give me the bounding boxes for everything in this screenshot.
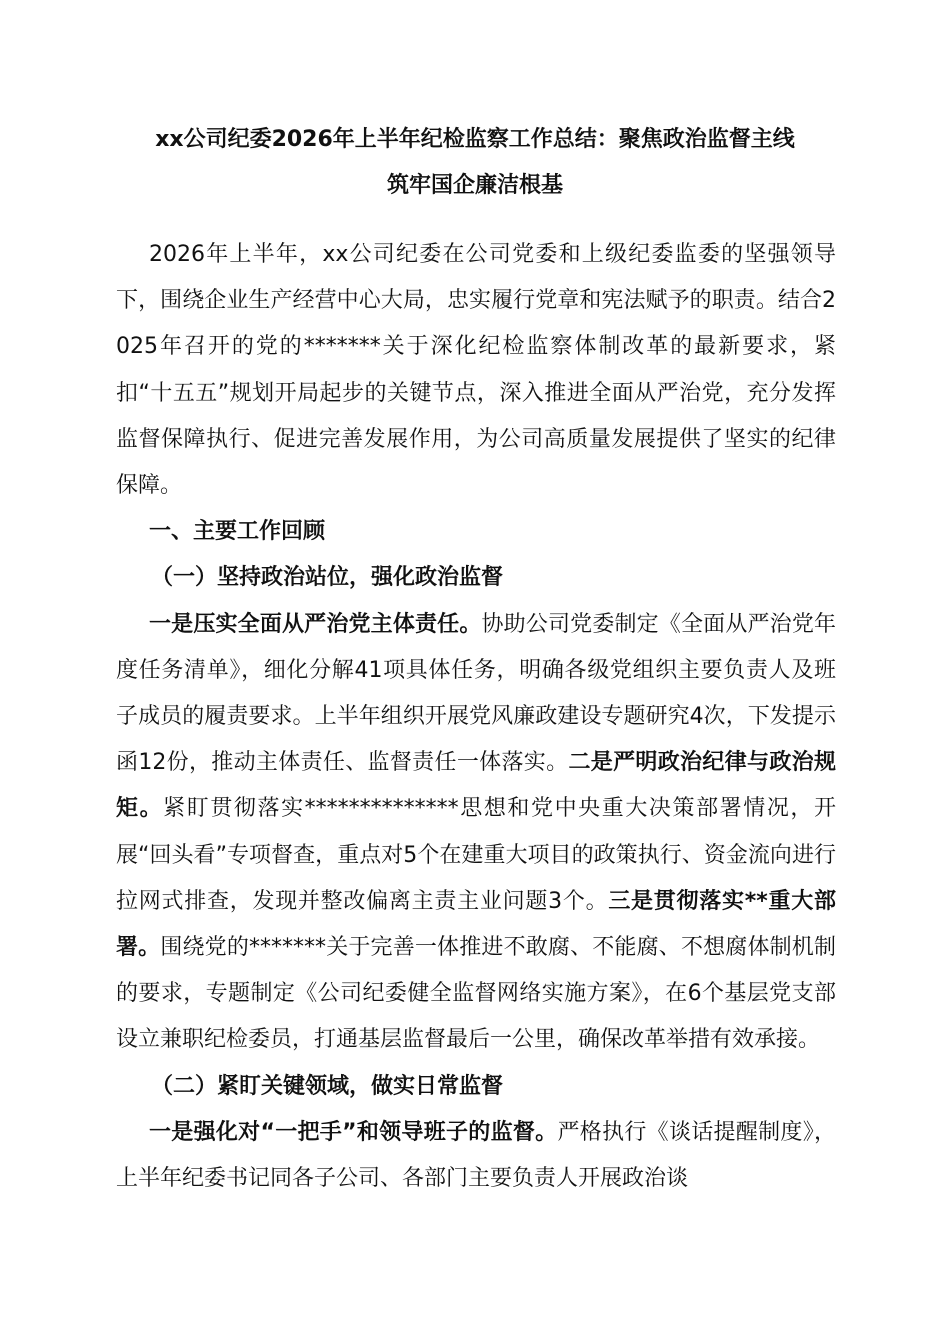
point-lead: 二是严明政治纪律与政治规矩。 [116, 750, 836, 822]
section-heading: 一、主要工作回顾 [149, 519, 326, 545]
point-lead: 三是贯彻落实**重大部署。 [116, 888, 836, 961]
document-title-line1: xx公司纪委2026年上半年纪检监察工作总结：聚焦政治监督主线 [155, 127, 795, 152]
point-text: 紧盯贯彻落实**************思想和党中央重大决策部署情况，开展“回头看”专项督查，重点对5个在建重大项目的政策执行、资金流向进行拉网式排查，发现并整改偏离主责主业问题3个。 [116, 796, 836, 914]
point-text: 协助公司党委制定《全面从严治党年度任务清单》，细化分解41项具体任务，明确各级党组织主要负责人及班子成员的履责要求。上半年组织开展党风廉政建设专题研究4次，下发提示函12份，推动主体责任、监督责任一体落实。 [116, 611, 836, 776]
point-text: 围绕党的*******关于完善一体推进不敢腐、不能腐、不想腐体制机制的要求，专题制定《公司纪委健全监督网络实施方案》，在6个基层党支部设立兼职纪检委员，打通基层监督最后一公里，确保改革举措有效承接。 [116, 935, 836, 1053]
document-body [116, 232, 836, 1202]
subsection-heading-2: （二）紧盯关键领域，做实日常监督 [151, 1073, 504, 1099]
intro-paragraph: 2026年上半年，xx公司纪委在公司党委和上级纪委监委的坚强领导下，围绕企业生产经营中心大局，忠实履行党章和宪法赋予的职责。结合2025年召开的党的*******关于深化纪检监察体制改革的最新要求，紧扣“十五五”规划开局起步的关键节点，深入推进全面从严治党，充分发挥监督保障执行、促进完善发展作用，为公司高质量发展提供了坚实的纪律保障。 [116, 242, 836, 499]
subsection-2-paragraph [116, 1110, 836, 1202]
point-lead: 一是压实全面从严治党主体责任。 [149, 611, 482, 637]
subsection-heading-1: （一）坚持政治站位，强化政治监督 [151, 565, 504, 591]
point-text: 严格执行《谈话提醒制度》，上半年纪委书记同各子公司、各部门主要负责人开展政治谈 [116, 1119, 836, 1192]
point-lead: 一是强化对“一把手”和领导班子的监督。 [149, 1119, 558, 1145]
document-title-line2: 筑牢国企廉洁根基 [386, 173, 563, 198]
subsection-1-paragraph [116, 602, 836, 1064]
